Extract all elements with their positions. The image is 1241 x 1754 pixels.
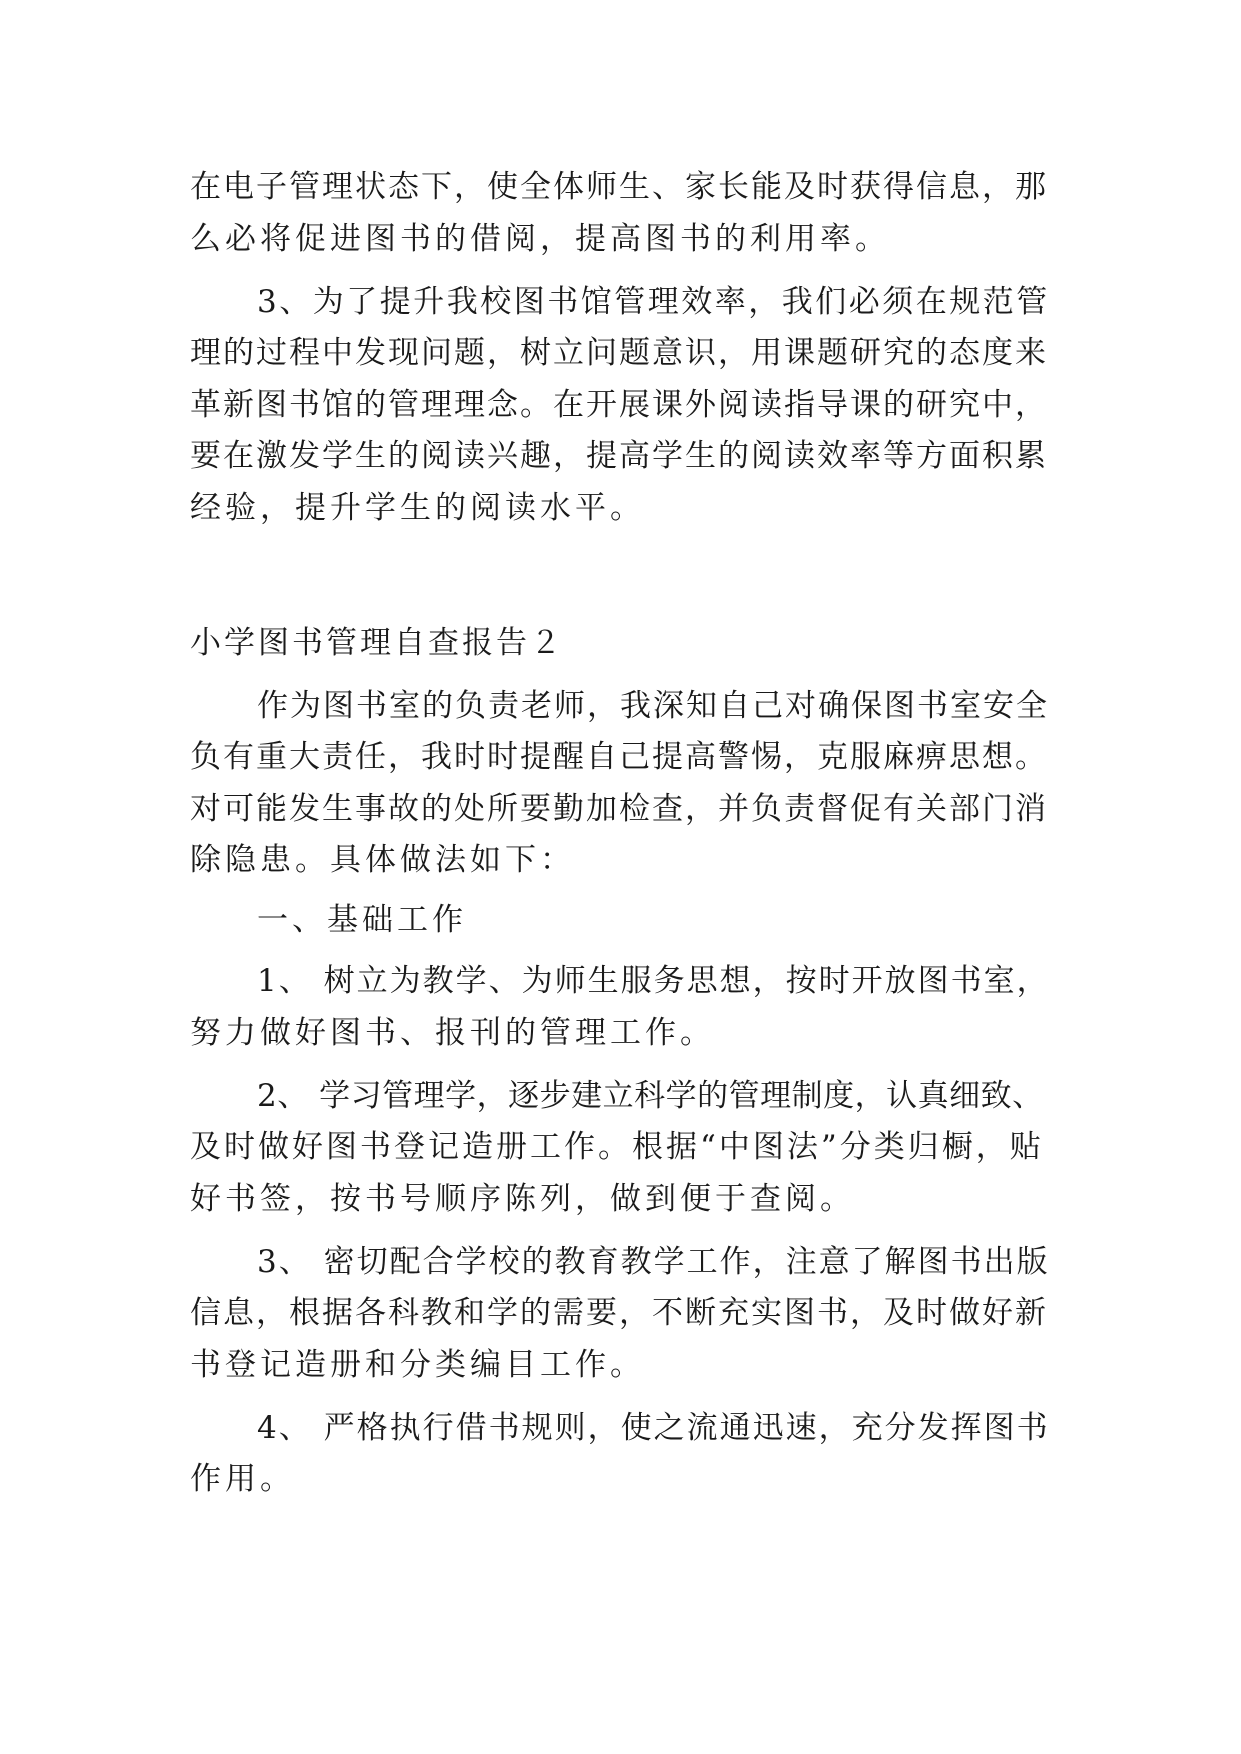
paragraph-line: 在电子管理状态下，使全体师生、家长能及时获得信息，那 (190, 169, 1048, 205)
paragraph-line: 理的过程中发现问题，树立问题意识，用课题研究的态度来 (190, 335, 1048, 371)
subsection-heading: 一、基础工作 (257, 902, 467, 938)
paragraph-line: 对可能发生事故的处所要勤加检查，并负责督促有关部门消 (190, 791, 1048, 827)
section-heading: 小学图书管理自查报告２ (190, 625, 564, 661)
paragraph-line: 1、 树立为教学、为师生服务思想，按时开放图书室， (257, 963, 1050, 999)
paragraph-line: 要在激发学生的阅读兴趣，提高学生的阅读效率等方面积累 (190, 438, 1048, 474)
paragraph-line: 及时做好图书登记造册工作。根据“中图法”分类归橱，贴 (190, 1129, 1044, 1165)
paragraph-line: 书登记造册和分类编目工作。 (190, 1347, 645, 1383)
paragraph-line: 经验，提升学生的阅读水平。 (190, 490, 645, 526)
paragraph-line: 么必将促进图书的借阅，提高图书的利用率。 (190, 221, 890, 257)
paragraph-line: 2、 学习管理学，逐步建立科学的管理制度，认真细致、 (257, 1078, 1044, 1114)
paragraph-line: 好书签，按书号顺序陈列，做到便于查阅。 (190, 1181, 855, 1217)
paragraph-line: 革新图书馆的管理理念。在开展课外阅读指导课的研究中， (190, 387, 1048, 423)
paragraph-line: 3、 密切配合学校的教育教学工作，注意了解图书出版 (257, 1244, 1050, 1280)
paragraph-line: 作为图书室的负责老师，我深知自己对确保图书室安全 (257, 688, 1049, 724)
paragraph-line: 努力做好图书、报刊的管理工作。 (190, 1015, 715, 1051)
paragraph-line: 负有重大责任，我时时提醒自己提高警惕，克服麻痹思想。 (190, 739, 1048, 775)
paragraph-line: 信息，根据各科教和学的需要，不断充实图书，及时做好新 (190, 1295, 1048, 1331)
paragraph-line: 作用。 (190, 1461, 295, 1497)
paragraph-line: 3、为了提升我校图书馆管理效率，我们必须在规范管 (257, 284, 1050, 320)
paragraph-line: 除隐患。具体做法如下： (190, 842, 575, 878)
paragraph-line: 4、 严格执行借书规则，使之流通迅速，充分发挥图书 (257, 1410, 1050, 1446)
